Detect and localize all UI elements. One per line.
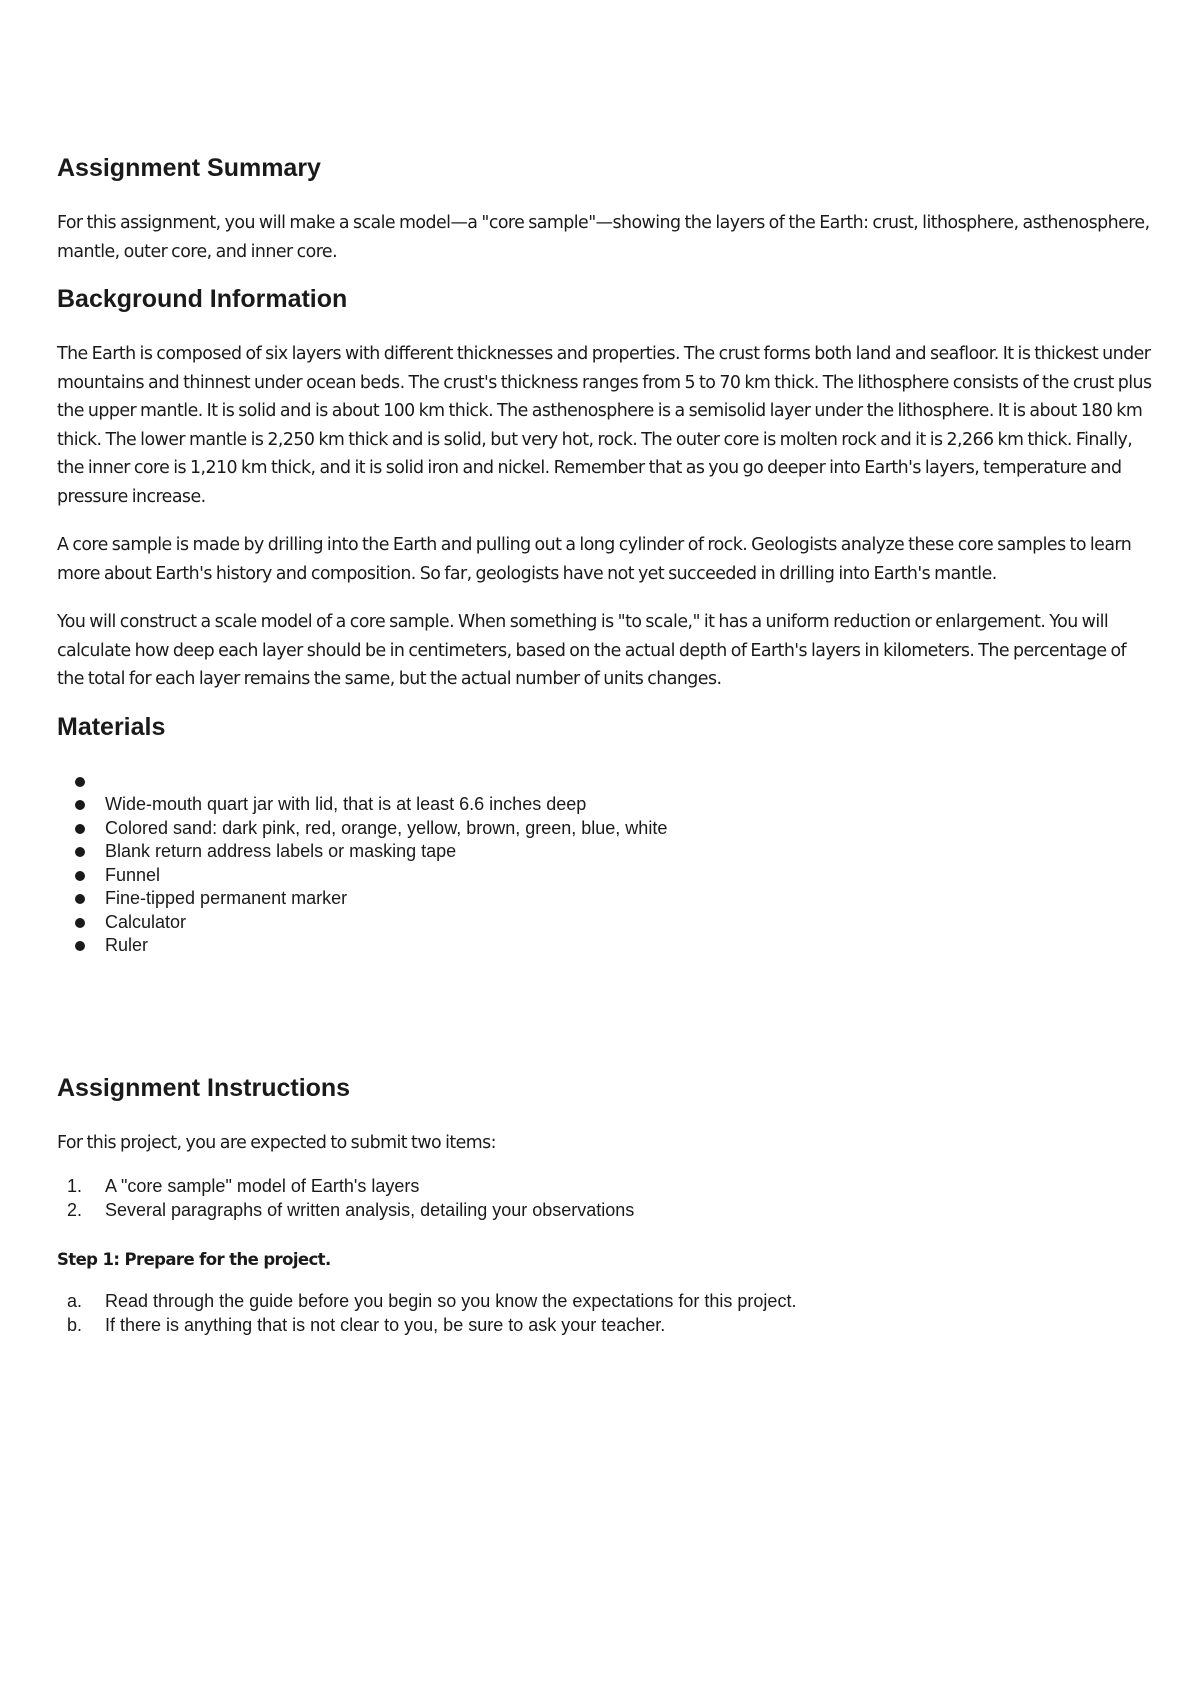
background-paragraph-2: A core sample is made by drilling into the Earth and pulling out a long cylinder of rock. Geologists analyze these core samples to learn more about Earth's history and composition. So far, geologists have not yet succeeded in drilling into Earth's mantle. — [57, 535, 1132, 584]
deliverables-list — [57, 1175, 1152, 1222]
materials-list-item: Funnel — [57, 864, 1152, 888]
materials-list-item: Ruler — [57, 934, 1152, 958]
step-1-heading: Step 1: Prepare for the project. — [57, 1250, 331, 1269]
deliverable-item: 2. Several paragraphs of written analysis, detailing your observations — [67, 1199, 635, 1220]
materials-list-item: Colored sand: dark pink, red, orange, yellow, brown, green, blue, white — [57, 817, 1152, 841]
background-paragraph-3: You will construct a scale model of a core sample. When something is "to scale," it has a uniform reduction or enlargement. You will calculate how deep each layer should be in centimeters, based on the actual depth of Earth's layers in kilometers. The percentage of the total for each layer remains the same, but the actual number of units changes. — [57, 612, 1127, 689]
materials-list-item: Fine-tipped permanent marker — [57, 887, 1152, 911]
step-1-list — [57, 1290, 1152, 1337]
bullet-icon — [75, 918, 85, 928]
instructions-intro: For this project, you are expected to submit two items: — [57, 1132, 496, 1153]
bullet-icon — [75, 894, 85, 904]
document-page — [57, 150, 1152, 1337]
bullet-icon — [75, 824, 85, 834]
materials-list — [57, 770, 1152, 958]
bullet-icon — [75, 800, 85, 810]
materials-list-item: Blank return address labels or masking tape — [57, 840, 1152, 864]
bullet-icon — [75, 871, 85, 881]
background-paragraph-1: The Earth is composed of six layers with different thicknesses and properties. The crust forms both land and seafloor. It is thickest under mountains and thinnest under ocean beds. The crust's thickness ranges from 5 to 70 km thick. The lithosphere consists of the crust plus the upper mantle. It is solid and is about 100 km thick. The asthenosphere is a semisolid layer under the lithosphere. It is about 180 km thick. The lower mantle is 2,250 km thick and is solid, but very hot, rock. The outer core is molten rock and it is 2,266 km thick. Finally, the inner core is 1,210 km thick, and it is solid iron and nickel. Remember that as you go deeper into Earth's layers, temperature and pressure increase. — [57, 344, 1152, 507]
step-1-item: b. If there is anything that is not clear to you, be sure to ask your teacher. — [67, 1314, 666, 1335]
step-1-item: a. Read through the guide before you begin so you know the expectations for this project. — [67, 1291, 797, 1311]
assignment-summary-text: For this assignment, you will make a scale model—a "core sample"—showing the layers of the Earth: crust, lithosphere, asthenosphere, mantle, outer core, and inner core. — [57, 213, 1150, 262]
materials-list-item: Calculator — [57, 911, 1152, 935]
materials-list-item — [57, 770, 1152, 794]
bullet-icon — [75, 941, 85, 951]
deliverable-item: 1. A "core sample" model of Earth's layers — [67, 1176, 420, 1196]
assignment-summary-heading: Assignment Summary — [57, 154, 321, 182]
bullet-icon — [75, 847, 85, 857]
assignment-instructions-heading: Assignment Instructions — [57, 1073, 351, 1102]
bullet-icon — [75, 777, 85, 787]
background-information-heading: Background Information — [57, 285, 348, 313]
materials-list-item: Wide-mouth quart jar with lid, that is at least 6.6 inches deep — [57, 793, 1152, 817]
materials-heading: Materials — [57, 712, 166, 741]
